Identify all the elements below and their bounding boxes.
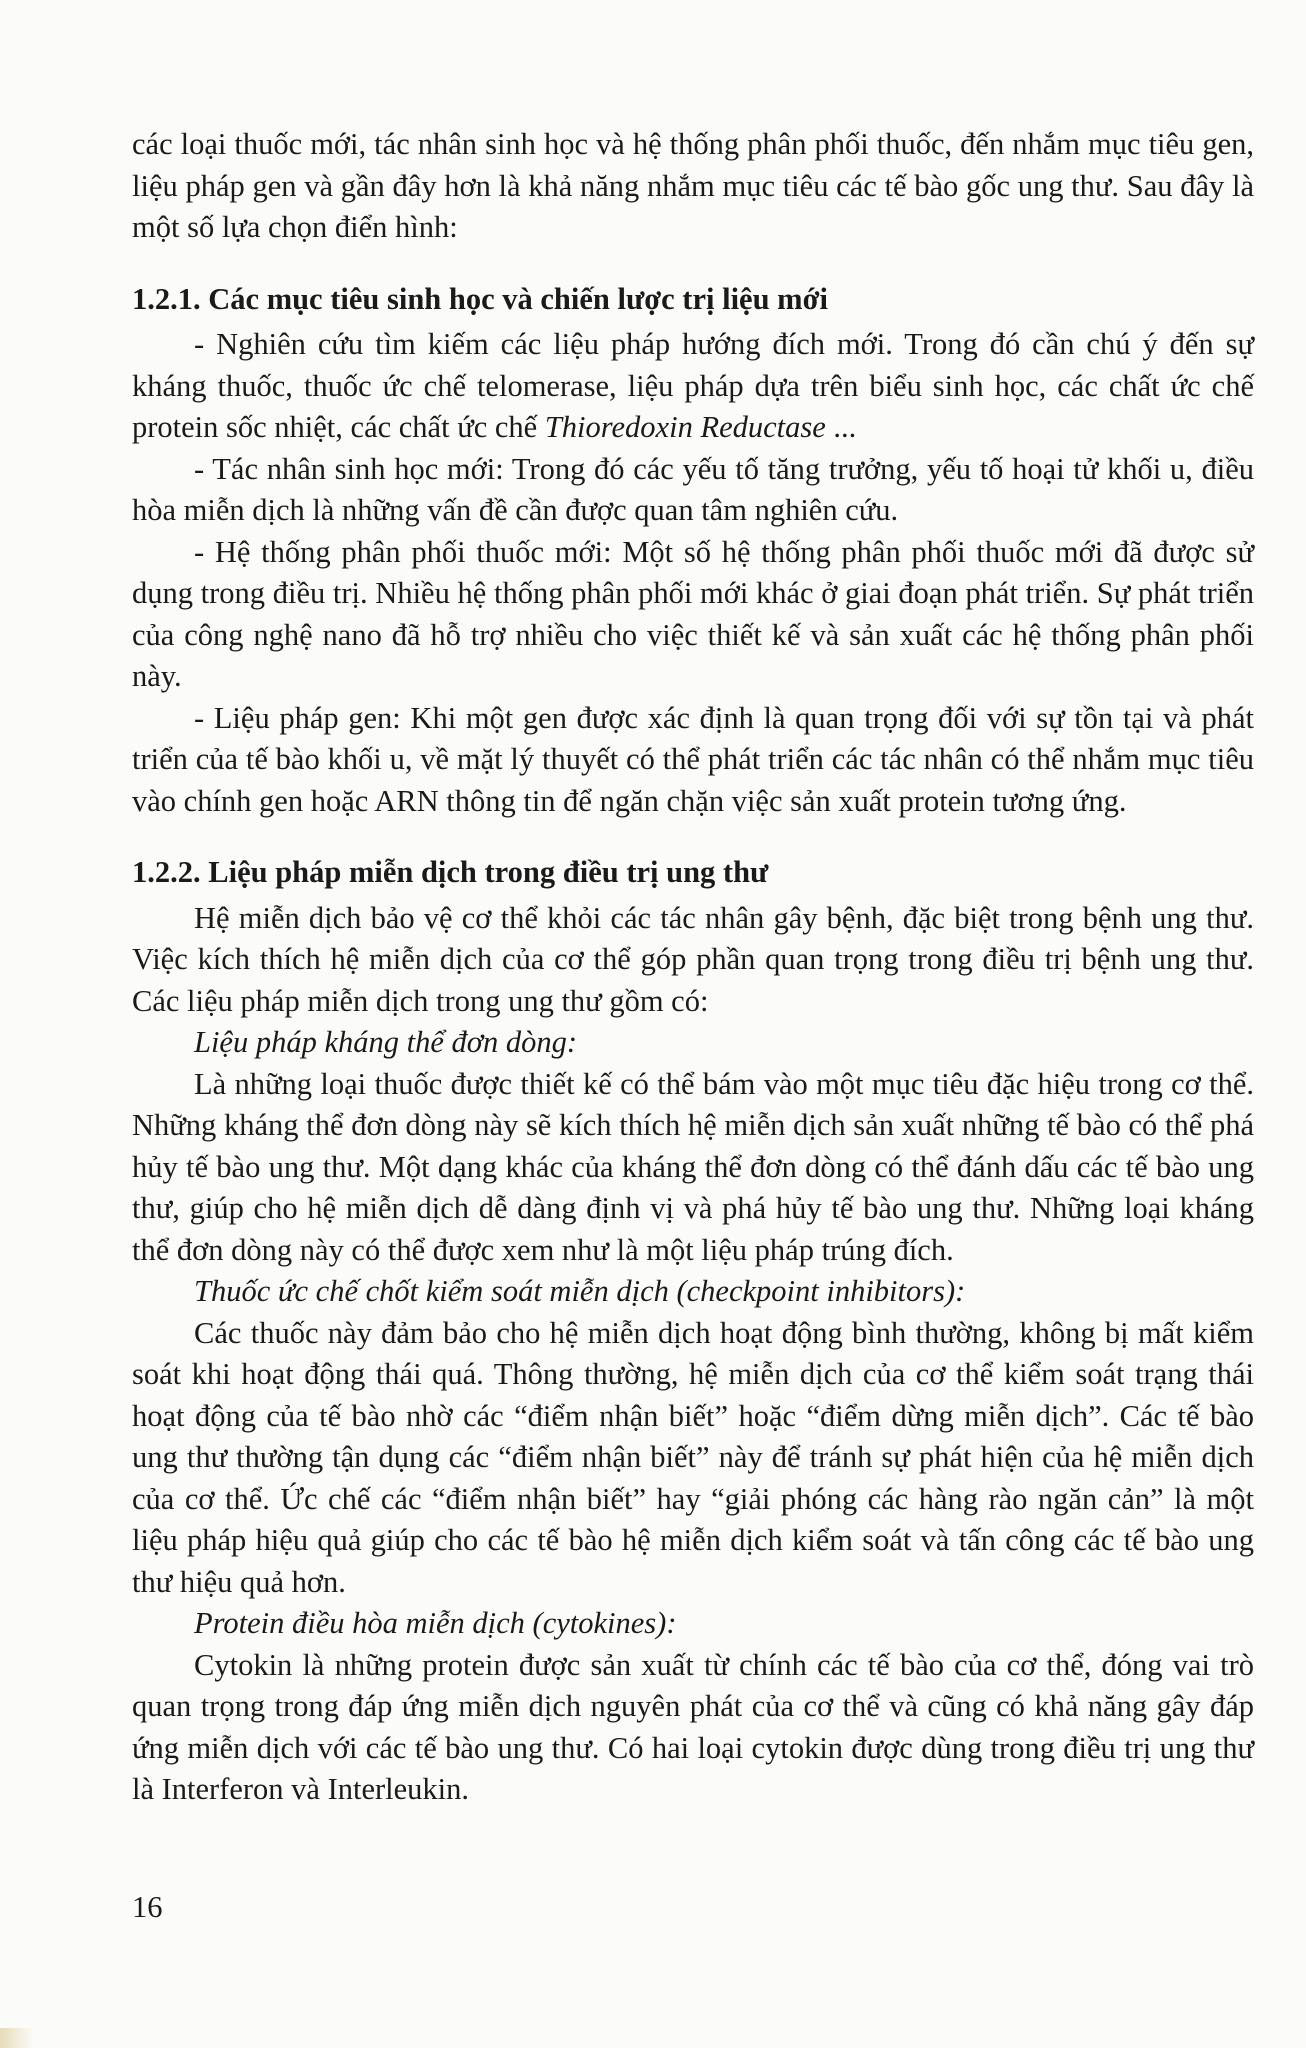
bullet-text: - Nghiên cứu tìm kiếm các liệu pháp hướng đích mới. Trong đó cần chú ý đến sự kháng thuốc, thuốc ức chế telomerase, liệu pháp dựa trên biểu sinh học, các chất ức chế protein sốc nhiệt, các chất ức chế [132,327,1254,444]
cytokines-paragraph: Cytokin là những protein được sản xuất từ chính các tế bào của cơ thể, đóng vai trò quan trọng trong đáp ứng miễn dịch nguyên phát của cơ thể và cũng có khả năng gây đáp ứng miễn dịch với các tế bào ung thư. Có hai loại cytokin được dùng trong điều trị ung thư là Interferon và Interleukin. [132,1647,1254,1806]
checkpoint-inhibitors-paragraph: Các thuốc này đảm bảo cho hệ miễn dịch hoạt động bình thường, không bị mất kiểm soát khi hoạt động thái quá. Thông thường, hệ miễn dịch của cơ thể kiểm soát trạng thái hoạt động của tế bào nhờ các “điểm nhận biết” hoặc “điểm dừng miễn dịch”. Các tế bào ung thư thường tận dụng các “điểm nhận biết” này để tránh sự phát hiện của hệ miễn dịch của cơ thể. Ức chế các “điểm nhận biết” hay “giải phóng các hàng rào ngăn cản” là một liệu pháp hiệu quả giúp cho các tế bào hệ miễn dịch kiểm soát và tấn công các tế bào ung thư hiệu quả hơn. [132,1315,1254,1599]
page-number: 16 [132,1890,163,1924]
subheading-checkpoint-inhibitors: Thuốc ức chế chốt kiểm soát miễn dịch (checkpoint inhibitors): [194,1274,966,1308]
section-heading-1-2-1: 1.2.1. Các mục tiêu sinh học và chiến lược trị liệu mới [132,281,828,316]
italic-term: Thioredoxin Reductase [544,410,826,444]
page-edge-shadow [0,2028,34,2048]
bullet-biological-agents: - Tác nhân sinh học mới: Trong đó các yếu tố tăng trưởng, yếu tố hoại tử khối u, điều hòa miễn dịch là những vấn đề cần được quan tâm nghiên cứu. [132,451,1254,527]
bullet-tail: ... [825,410,857,444]
subheading-monoclonal-antibody: Liệu pháp kháng thể đơn dòng: [194,1025,578,1059]
immunotherapy-intro: Hệ miễn dịch bảo vệ cơ thể khỏi các tác nhân gây bệnh, đặc biệt trong bệnh ung thư. Việc kích thích hệ miễn dịch của cơ thể góp phần quan trọng trong điều trị bệnh ung thư. Các liệu pháp miễn dịch trong ung thư gồm có: [132,900,1254,1018]
intro-paragraph: các loại thuốc mới, tác nhân sinh học và hệ thống phân phối thuốc, đến nhắm mục tiêu gen, liệu pháp gen và gần đây hơn là khả năng nhắm mục tiêu các tế bào gốc ung thư. Sau đây là một số lựa chọn điển hình: [132,127,1254,244]
bullet-targeted-therapy [132,324,1254,449]
monoclonal-antibody-paragraph: Là những loại thuốc được thiết kế có thể bám vào một mục tiêu đặc hiệu trong cơ thể. Những kháng thể đơn dòng này sẽ kích thích hệ miễn dịch sản xuất những tế bào có thể phá hủy tế bào ung thư. Một dạng khác của kháng thể đơn dòng có thể đánh dấu các tế bào ung thư, giúp cho hệ miễn dịch dễ dàng định vị và phá hủy tế bào ung thư. Những loại kháng thể đơn dòng này có thể được xem như là một liệu pháp trúng đích. [132,1066,1254,1267]
section-heading-1-2-2: 1.2.2. Liệu pháp miễn dịch trong điều trị ung thư [132,855,769,889]
page-body [132,124,1254,1811]
bullet-gene-therapy: - Liệu pháp gen: Khi một gen được xác định là quan trọng đối với sự tồn tại và phát triển của tế bào khối u, về mặt lý thuyết có thể phát triển các tác nhân có thể nhắm mục tiêu vào chính gen hoặc ARN thông tin để ngăn chặn việc sản xuất protein tương ứng. [132,700,1254,818]
subheading-cytokines: Protein điều hòa miễn dịch (cytokines): [194,1606,677,1640]
bullet-drug-delivery: - Hệ thống phân phối thuốc mới: Một số hệ thống phân phối thuốc mới đã được sử dụng trong điều trị. Nhiều hệ thống phân phối mới khác ở giai đoạn phát triển. Sự phát triển của công nghệ nano đã hỗ trợ nhiều cho việc thiết kế và sản xuất các hệ thống phân phối này. [132,534,1254,693]
